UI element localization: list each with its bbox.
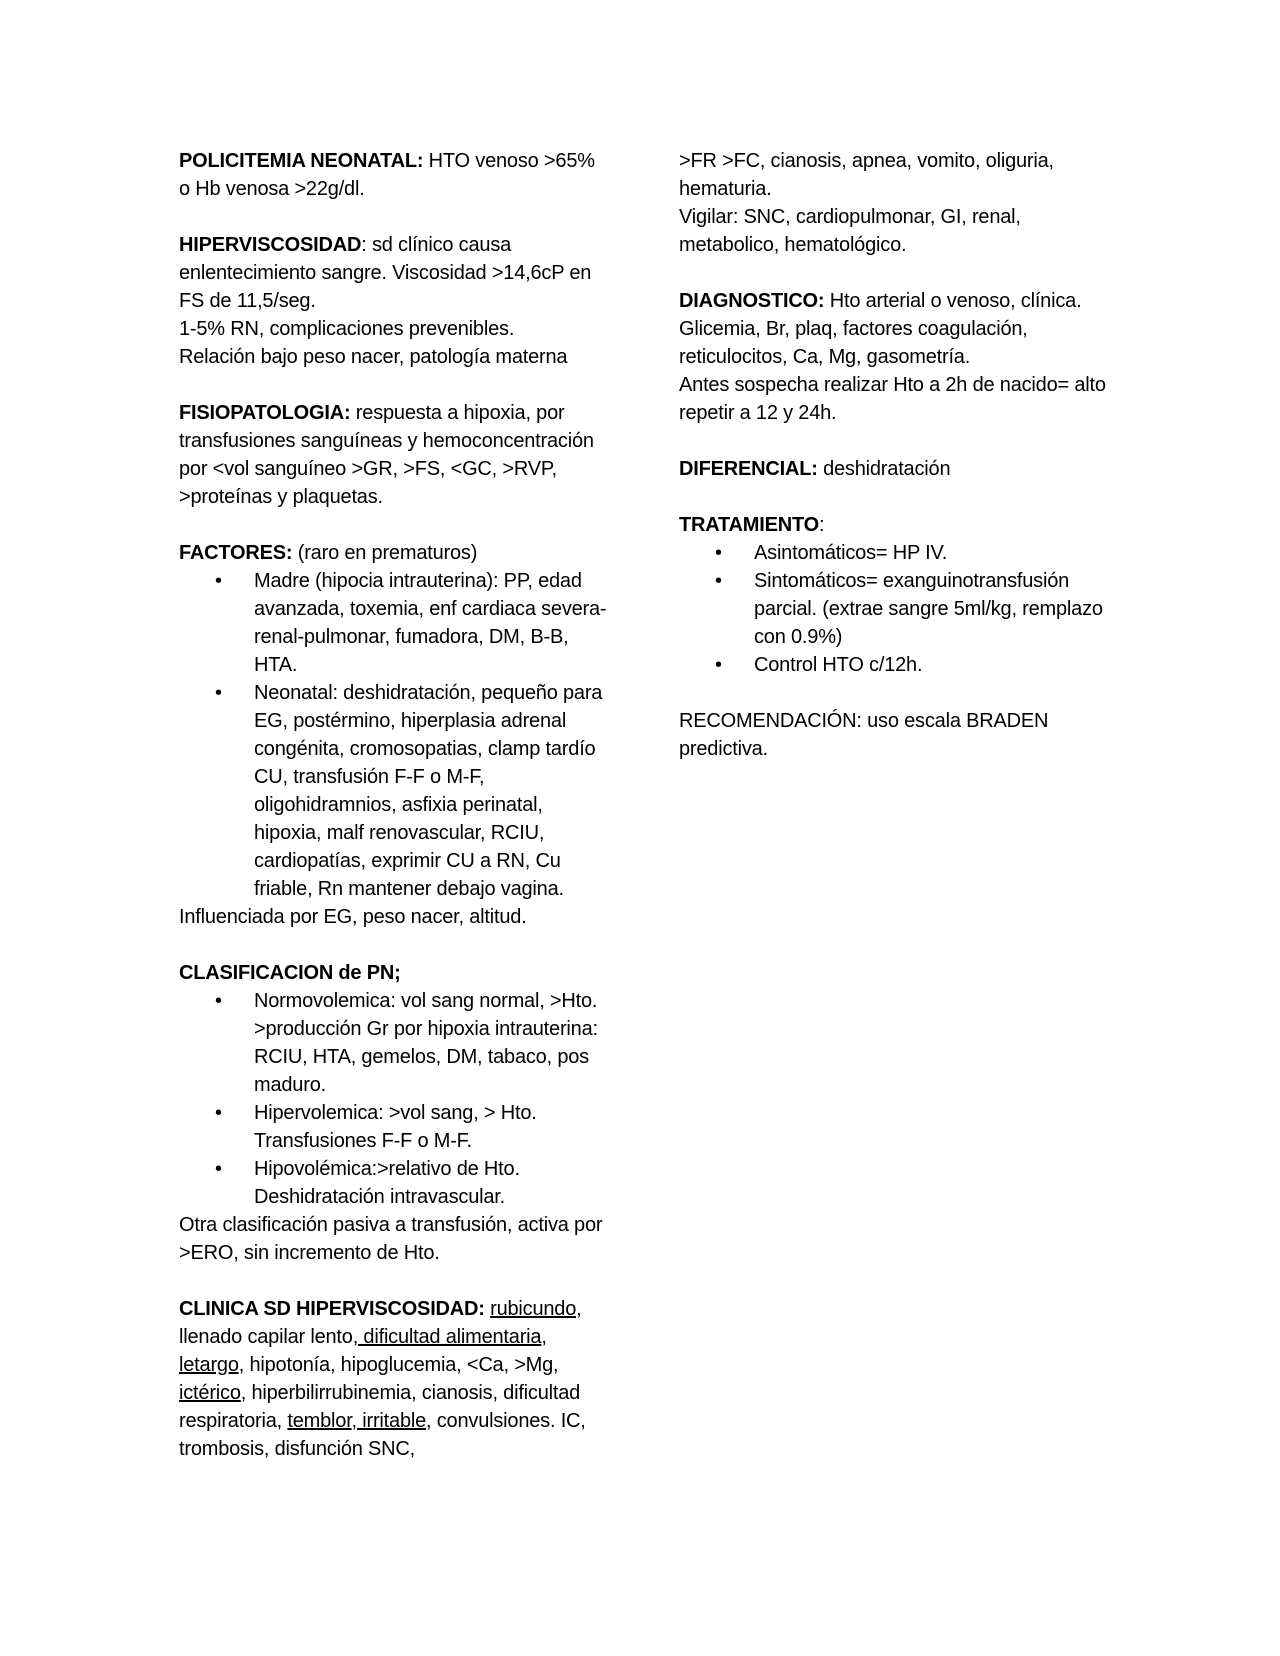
list-item (179, 567, 609, 679)
hiperviscosidad-line-2: 1-5% RN, complicaciones prevenibles. (179, 318, 515, 340)
section-hiperviscosidad (179, 231, 609, 371)
section-recomendacion (679, 707, 1109, 763)
diferencial-paragraph (679, 455, 1109, 483)
factores-paragraph (179, 539, 609, 567)
fisiopatologia-paragraph (179, 399, 609, 511)
policitemia-paragraph (179, 147, 609, 203)
list-item-text: Sintomáticos= exanguinotransfusión parcial. (extrae sangre 5ml/kg, remplazo con 0.9%) (754, 570, 1103, 648)
list-item (179, 987, 609, 1099)
section-policitemia (179, 147, 609, 203)
clasificacion-after: Otra clasificación pasiva a transfusión, activa por >ERO, sin incremento de Hto. (179, 1214, 603, 1264)
list-item (679, 567, 1109, 651)
diagnostico-paragraph (679, 287, 1109, 371)
clinica-underlined: letargo, (179, 1354, 245, 1376)
factores-after: Influenciada por EG, peso nacer, altitud. (179, 906, 527, 928)
factores-heading: FACTORES: (179, 542, 293, 564)
list-item-text: Madre (hipocia intrauterina): PP, edad avanzada, toxemia, enf cardiaca severa-renal-pulmonar, fumadora, DM, B-B, HTA. (254, 570, 607, 676)
list-item (179, 679, 609, 903)
factores-list (179, 567, 609, 903)
clinica-underlined: rubicundo, (490, 1298, 582, 1320)
section-clasificacion (179, 959, 609, 1267)
policitemia-text: HTO venoso >65% o Hb venosa >22g/dl. (179, 150, 595, 200)
policitemia-heading: POLICITEMIA NEONATAL: (179, 150, 424, 172)
clinica-text: , (541, 1326, 547, 1348)
bullet-icon: • (715, 542, 722, 564)
diagnostico-text: Hto arterial o venoso, clínica. Glicemia, Br, plaq, factores coagulación, reticulocitos, Ca, Mg, gasometría. (679, 290, 1082, 368)
tratamiento-list (679, 539, 1109, 679)
bullet-icon: • (215, 570, 222, 592)
section-tratamiento (679, 511, 1109, 679)
hiperviscosidad-text: : sd clínico causa enlentecimiento sangre. Viscosidad >14,6cP en FS de 11,5/seg. (179, 234, 592, 312)
bullet-icon: • (715, 654, 722, 676)
list-item-text: Control HTO c/12h. (754, 654, 923, 676)
list-item (679, 651, 1109, 679)
section-factores (179, 539, 609, 931)
clinica-continued-line-2: Vigilar: SNC, cardiopulmonar, GI, renal, metabolico, hematológico. (679, 206, 1021, 256)
hiperviscosidad-paragraph (179, 231, 609, 315)
section-fisiopatologia (179, 399, 609, 511)
diferencial-text: deshidratación (817, 458, 951, 480)
factores-text: (raro en prematuros) (292, 542, 478, 564)
section-diferencial (679, 455, 1109, 483)
tratamiento-paragraph (679, 511, 1109, 539)
list-item (179, 1155, 609, 1211)
list-item (679, 539, 1109, 567)
list-item-text: Neonatal: deshidratación, pequeño para EG, postérmino, hiperplasia adrenal congénita, cromosopatias, clamp tardío CU, transfusión F-F o M-F, oligohidramnios, asfixia perinatal, hipoxia, malf renovascular, RCIU, cardiopatías, exprimir CU a RN, Cu friable, Rn mantener debajo vagina. (254, 682, 603, 900)
clinica-text: , hiperbilirrubinemia, cianosis, dificultad respiratoria, (179, 1382, 581, 1432)
clinica-underlined: , dificultad alimentaria (352, 1326, 542, 1348)
diferencial-heading: DIFERENCIAL: (679, 458, 818, 480)
clinica-text: llenado capilar lento (179, 1326, 353, 1348)
fisiopatologia-heading: FISIOPATOLOGIA: (179, 402, 351, 424)
hiperviscosidad-line-3: Relación bajo peso nacer, patología materna (179, 346, 568, 368)
left-column (179, 147, 609, 1463)
tratamiento-heading: TRATAMIENTO (679, 514, 820, 536)
list-item (179, 1099, 609, 1155)
bullet-icon: • (215, 990, 222, 1012)
bullet-icon: • (215, 682, 222, 704)
clinica-continued-line-1: >FR >FC, cianosis, apnea, vomito, oliguria, hematuria. (679, 150, 1054, 200)
clinica-underlined: ictérico (179, 1382, 241, 1404)
clinica-text: hipotonía, hipoglucemia, <Ca, >Mg, (244, 1354, 559, 1376)
clasificacion-list (179, 987, 609, 1211)
section-clinica (179, 1295, 609, 1463)
list-item-text: Asintomáticos= HP IV. (754, 542, 948, 564)
diagnostico-heading: DIAGNOSTICO: (679, 290, 825, 312)
clasificacion-heading: CLASIFICACION de PN; (179, 962, 401, 984)
hiperviscosidad-heading: HIPERVISCOSIDAD (179, 234, 362, 256)
clinica-paragraph (179, 1295, 609, 1463)
fisiopatologia-text: respuesta a hipoxia, por transfusiones sanguíneas y hemoconcentración por <vol sanguíneo >GR, >FS, <GC, >RVP, >proteínas y plaquetas. (179, 402, 594, 508)
bullet-icon: • (215, 1102, 222, 1124)
section-diagnostico (679, 287, 1109, 427)
list-item-text: Normovolemica: vol sang normal, >Hto. >producción Gr por hipoxia intrauterina: RCIU, HTA, gemelos, DM, tabaco, pos maduro. (254, 990, 598, 1096)
list-item-text: Hipervolemica: >vol sang, > Hto. Transfusiones F-F o M-F. (254, 1102, 537, 1152)
bullet-icon: • (715, 570, 722, 592)
tratamiento-colon: : (819, 514, 825, 536)
list-item-text: Hipovolémica:>relativo de Hto. Deshidratación intravascular. (254, 1158, 520, 1208)
bullet-icon: • (215, 1158, 222, 1180)
section-clinica-continued (679, 147, 1109, 259)
clinica-underlined: temblor, irritable (287, 1410, 427, 1432)
recomendacion-paragraph: RECOMENDACIÓN: uso escala BRADEN predictiva. (679, 710, 1049, 760)
clinica-heading: CLINICA SD HIPERVISCOSIDAD: (179, 1298, 485, 1320)
clinica-text: , convulsiones. IC, trombosis, disfunción SNC, (179, 1410, 586, 1460)
diagnostico-line-2: Antes sospecha realizar Hto a 2h de nacido= alto repetir a 12 y 24h. (679, 374, 1106, 424)
clasificacion-paragraph (179, 959, 609, 987)
right-column (679, 147, 1109, 763)
